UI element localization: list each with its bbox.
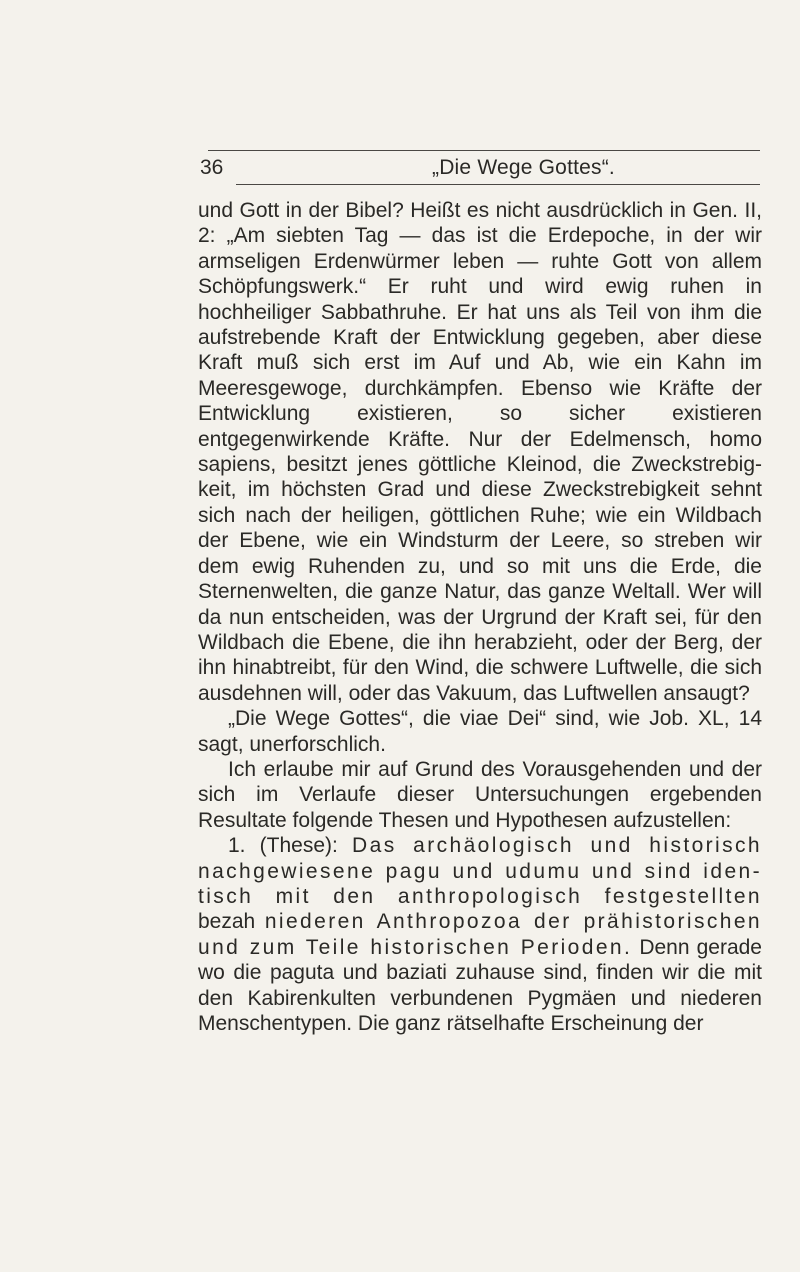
header-top-rule [208,150,760,151]
running-head: „Die Wege Gottes“. [432,156,615,179]
thesis-spaced-text-2: niederen Anthropozoa der prähistorischen und zum Teile historischen Perioden. [198,910,762,959]
paragraph-1: und Gott in der Bibel? Heißt es nicht ausdrücklich in Gen. II, 2: „Am siebten Tag — das ist die Erdepoche, in der wir armseligen Erdenwürmer leben — ruhte Gott von allem Schöpfungswerk.“ Er ruht und wird ewig ruhen in hochheiliger Sabbathruhe. Er hat uns als Teil von ihm die aufstrebende Kraft der Entwicklung gegeben, aber diese Kraft muß sich erst im Auf und Ab, wie ein Kahn im Meeresgewoge, durchkämpfen. Ebenso wie Kräfte der Entwicklung existieren, so sicher existieren entgegenwirkende Kräfte. Nur der Edelmensch, homo sapiens, besitzt jenes göttliche Kleinod, die Zweckstrebig-keit, im höchsten Grad und diese Zweckstrebigkeit sehnt sich nach der heiligen, göttlichen Ruhe; wie ein Wildbach der Ebene, wie ein Windsturm der Leere, so streben wir dem ewig Ruhenden zu, und so mit uns die Erde, die Sternenwelten, die ganze Natur, das ganze Weltall. Wer will da nun entscheiden, was der Urgrund der Kraft sei, für den Wildbach die Ebene, die ihn herabzieht, oder der Berg, der ihn hinabtreibt, für den Wind, die schwere Luftwelle, die sich ausdehnen will, oder das Vakuum, das Luftwellen ansaugt? [198,199,762,705]
thesis-bezah: bezah [198,910,256,934]
thesis-paragraph [198,833,762,1036]
thesis-lead: 1. (These): [228,834,338,858]
page-header [200,156,760,184]
thesis-rest: Denn gerade wo die paguta und baziati zuhause sind, finden wir die mit den Kabirenkulten verbundenen Pygmäen und niederen Menschentypen. Die ganz rätselhafte Erscheinung der [198,935,762,1035]
page-number: 36 [200,156,224,179]
body-text [198,198,762,1036]
paragraph-2: „Die Wege Gottes“, die viae Dei“ sind, wie Job. XL, 14 sagt, unerforschlich. [198,707,762,756]
thesis-spaced-text: Das archäologisch und historisch nachgewiesene pagu und udumu und sind iden-tisch mit den anthropologisch festgestellten [198,834,762,908]
paragraph-3: Ich erlaube mir auf Grund des Vorausgehenden und der sich im Verlaufe dieser Untersuchungen ergebenden Resultate folgende Thesen und Hypothesen aufzustellen: [198,757,762,832]
header-bottom-rule [236,184,760,185]
